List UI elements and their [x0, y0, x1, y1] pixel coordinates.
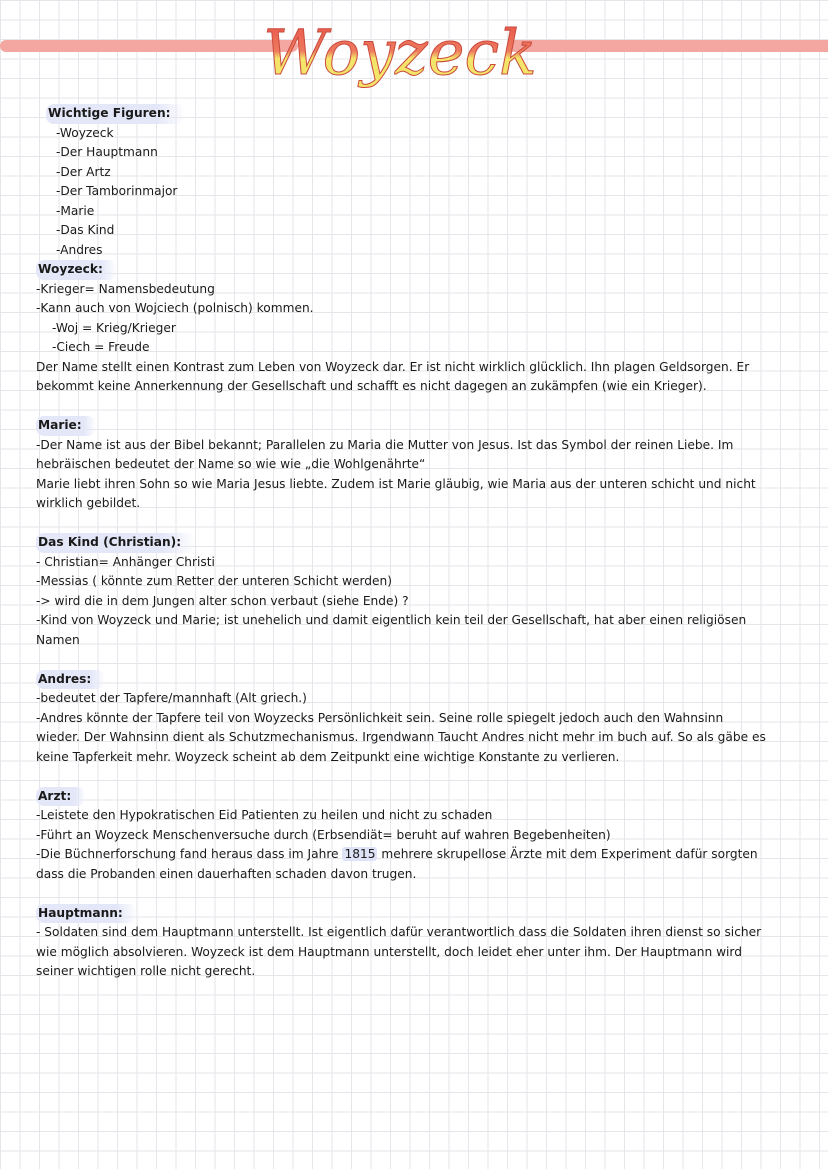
text-line: Der Name stellt einen Kontrast zum Leben von Woyzeck dar. Er ist nicht wirklich glücklich. Ihn plagen Geldsorgen. Er	[36, 359, 750, 374]
page-title	[263, 2, 537, 112]
section-arzt	[36, 787, 796, 885]
decorative-stripe-right	[508, 40, 828, 52]
decorative-stripe-left	[0, 40, 298, 52]
text-line: wie möglich absolvieren. Woyzeck ist dem Hauptmann unterstellt, doch leidet eher unter ihm. Der Hauptmann wird	[36, 944, 742, 959]
list-item: -Andres	[56, 242, 103, 257]
text-line: - Soldaten sind dem Hauptmann unterstellt. Ist eigentlich dafür verantwortlich dass die Soldaten ihren dienst so sicher	[36, 925, 762, 939]
text-line	[36, 845, 796, 865]
text-line: -Kann auch von Wojciech (polnisch) kommen.	[36, 301, 314, 315]
section-marie	[36, 416, 796, 514]
text-line: -Andres könnte der Tapfere teil von Woyzecks Persönlichkeit sein. Seine rolle spiegelt jedoch auch den Wahnsinn	[36, 710, 724, 725]
text-line: wieder. Der Wahnsinn dient als Schutzmechanismus. Irgendwann Taucht Andres nicht mehr im buch auf. So als gäbe es	[36, 730, 766, 744]
figures-heading: Wichtige Figuren:	[46, 104, 185, 124]
notes-content	[36, 104, 796, 982]
andres-heading: Andres:	[36, 670, 105, 690]
text-line: dass die Probanden einen dauerhaften schaden davon trugen.	[36, 866, 417, 881]
section-woyzeck	[36, 260, 796, 397]
section-hauptmann	[36, 904, 796, 982]
text-segment: mehrere skrupellose Ärzte mit dem Experiment dafür sorgten	[377, 847, 758, 861]
text-line: -Messias ( könnte zum Retter der unteren Schicht werden)	[36, 574, 393, 588]
highlighted-year: 1815	[344, 847, 376, 861]
text-line: -bedeutet der Tapfere/mannhaft (Alt griech.)	[36, 691, 307, 705]
text-line: -Der Name ist aus der Bibel bekannt; Parallelen zu Maria die Mutter von Jesus. Ist das Symbol der reinen Liebe. Im	[36, 437, 734, 452]
text-line: seiner wichtigen rolle nicht gerecht.	[36, 964, 256, 978]
text-line: wirklich gebildet.	[36, 496, 141, 510]
text-line: bekommt keine Annerkennung der Gesellschaft und schafft es nicht dagegen an zukämpfen (wie ein Krieger).	[36, 379, 707, 393]
list-item: -Woyzeck	[56, 125, 114, 140]
text-line: - Christian= Anhänger Christi	[36, 554, 215, 569]
text-line: -Leistete den Hypokratischen Eid Patienten zu heilen und nicht zu schaden	[36, 808, 493, 822]
title-lettering	[263, 2, 537, 112]
text-line: -Führt an Woyzeck Menschenversuche durch (Erbsendiät= beruht auf wahren Begebenheiten)	[36, 827, 611, 842]
text-line: hebräischen bedeutet der Name so wie wie „die Wohlgenährte“	[36, 457, 426, 471]
text-line: keine Tapferkeit mehr. Woyzeck scheint ab dem Zeitpunkt eine wichtige Konstante zu verlieren.	[36, 749, 620, 764]
list-item: -Marie	[56, 203, 95, 218]
section-figures	[36, 104, 796, 260]
text-line: -> wird die in dem Jungen alter schon verbaut (siehe Ende) ?	[36, 593, 409, 608]
section-kind	[36, 533, 796, 650]
title-text: Woyzeck	[263, 16, 537, 89]
hauptmann-heading: Hauptmann:	[36, 904, 137, 924]
text-line: -Krieger= Namensbedeutung	[36, 281, 215, 296]
text-line: -Ciech = Freude	[52, 340, 150, 354]
text-line: -Kind von Woyzeck und Marie; ist unehelich und damit eigentlich kein teil der Gesellschaft, hat aber einen religiösen	[36, 613, 747, 627]
text-segment: -Die Büchnerforschung fand heraus dass im Jahre	[36, 847, 343, 861]
list-item: -Der Hauptmann	[56, 145, 158, 159]
arzt-heading: Arzt:	[36, 787, 85, 807]
text-line: Namen	[36, 632, 80, 647]
section-andres	[36, 670, 796, 768]
marie-heading: Marie:	[36, 416, 96, 436]
list-item: -Das Kind	[56, 223, 115, 237]
woyzeck-heading: Woyzeck:	[36, 260, 117, 280]
text-line: -Woj = Krieg/Krieger	[52, 320, 176, 335]
kind-heading: Das Kind (Christian):	[36, 533, 195, 553]
list-item: -Der Tamborinmajor	[56, 184, 178, 198]
list-item: -Der Artz	[56, 164, 111, 179]
text-line: Marie liebt ihren Sohn so wie Maria Jesus liebte. Zudem ist Marie gläubig, wie Maria aus der unteren schicht und nicht	[36, 476, 756, 491]
